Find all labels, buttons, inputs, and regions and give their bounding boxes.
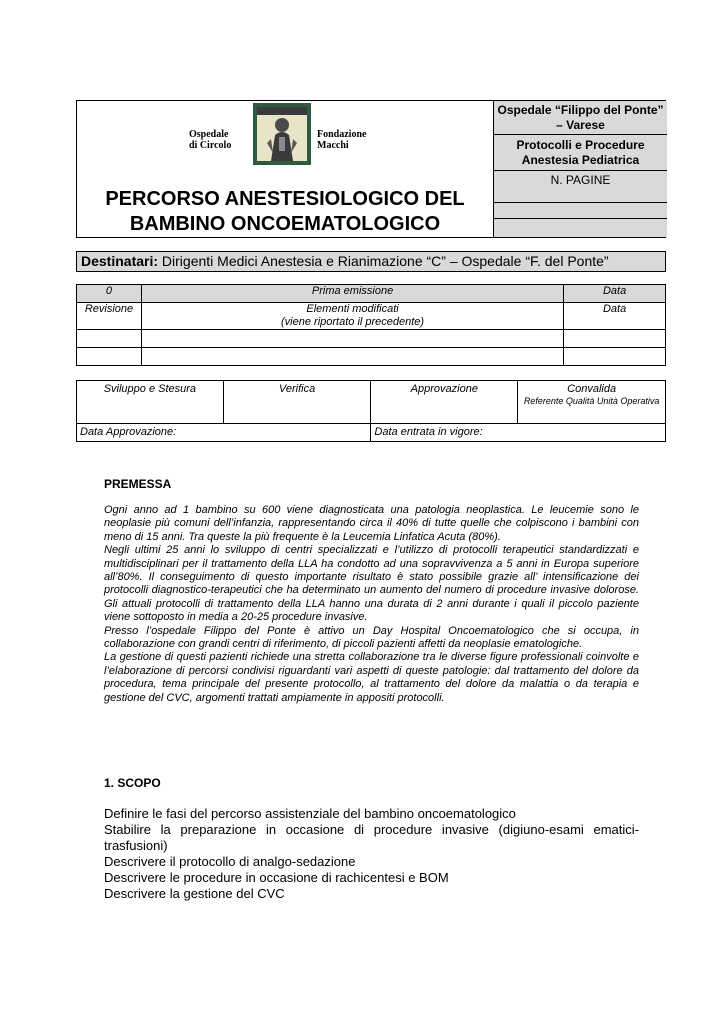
list-item: Stabilire la preparazione in occasione di procedure invasive (digiuno-esami ematici-trasfusioni) bbox=[104, 822, 639, 853]
header-empty-cell-2 bbox=[494, 219, 667, 237]
table-row bbox=[77, 348, 666, 366]
destinatari-text: Dirigenti Medici Anestesia e Rianimazione “C” – Ospedale “F. del Ponte” bbox=[161, 253, 609, 269]
list-item: Descrivere la gestione del CVC bbox=[104, 886, 285, 901]
date-column-header: Data bbox=[564, 303, 666, 330]
logo-text-ospedale: Ospedale di Circolo bbox=[189, 129, 232, 151]
destinatari-label: Destinatari: bbox=[81, 253, 159, 269]
revision-number: 0 bbox=[77, 285, 142, 303]
revision-column-header: Revisione bbox=[77, 303, 142, 330]
document-title: PERCORSO ANESTESIOLOGICO DEL BAMBINO ONCOEMATOLOGICO bbox=[105, 188, 465, 235]
verifica-cell: Verifica bbox=[223, 381, 371, 424]
pages-label: N. PAGINE bbox=[494, 171, 667, 203]
list-item: Descrivere il protocollo di analgo-sedazione bbox=[104, 854, 356, 869]
table-row bbox=[77, 330, 666, 348]
hospital-logo-emblem bbox=[253, 103, 311, 165]
table-row bbox=[77, 381, 666, 424]
logo-text-fondazione: Fondazione Macchi bbox=[317, 129, 367, 151]
logo-area bbox=[77, 101, 493, 181]
premessa-paragraph: Ogni anno ad 1 bambino su 600 viene diagnosticata una patologia neoplastica. Le leucemie sono le neoplasie più comuni dell’infanzia, rappresentando circa il 40% di tutte quelle che colpiscono i bambini con meno di 15 anni. Tra queste la più frequente è la Leucemia Linfatica Acuta (80%). bbox=[104, 504, 639, 543]
table-row bbox=[77, 285, 666, 303]
revision-date: Data bbox=[564, 285, 666, 303]
table-row bbox=[77, 303, 666, 330]
approvazione-cell: Approvazione bbox=[371, 381, 518, 424]
header-empty-cell-1 bbox=[494, 203, 667, 219]
premessa-heading: PREMESSA bbox=[104, 477, 172, 491]
convalida-cell: Convalida Referente Qualità Unità Operativa bbox=[518, 381, 666, 424]
list-item: Descrivere le procedure in occasione di rachicentesi e BOM bbox=[104, 870, 449, 885]
data-approvazione-cell: Data Approvazione: bbox=[77, 424, 371, 442]
scopo-list bbox=[104, 806, 639, 902]
header-info-column bbox=[493, 101, 666, 237]
document-header bbox=[76, 100, 666, 238]
revision-table bbox=[76, 284, 666, 366]
premessa-body bbox=[104, 504, 639, 705]
data-vigore-cell: Data entrata in vigore: bbox=[371, 424, 666, 442]
premessa-paragraph: La gestione di questi pazienti richiede una stretta collaborazione tra le diverse figure professionali coinvolte e l’elaborazione di percorsi condivisi riguardanti vari aspetti di queste patologie: dal trattamento del dolore da procedura, tema principale del presente protocollo, al trattamento del dolore da malattia o da terapia e gestione del CVC, argomenti trattati ampiamente in appositi protocolli. bbox=[104, 651, 639, 704]
scopo-heading: 1. SCOPO bbox=[104, 776, 161, 790]
revision-description: Prima emissione bbox=[141, 285, 563, 303]
modified-elements-header: Elementi modificati (viene riportato il precedente) bbox=[141, 303, 563, 330]
premessa-paragraph: Presso l’ospedale Filippo del Ponte è attivo un Day Hospital Oncoematologico che si occupa, in collaborazione con grandi centri di riferimento, di piccoli pazienti affetti da neoplasie ematologiche. bbox=[104, 624, 639, 651]
premessa-paragraph: Negli ultimi 25 anni lo sviluppo di centri specializzati e l’utilizzo di protocolli terapeutici standardizzati e multidisciplinari per il trattamento della LLA ha condotto ad una sopravvivenza a 5 anni in Europa superiore all’80%. Il conseguimento di questo importante risultato è stato possibile grazie all’ intensificazione dei protocolli diagnostico-terapeutici che ha determinato un aumento del numero di procedure invasive dolorose. Gli attuali protocolli di trattamento della LLA hanno una durata di 2 anni durante i quali il piccolo paziente viene sottoposto in media a 20-25 procedure invasive. bbox=[104, 544, 639, 624]
sviluppo-cell: Sviluppo e Stesura bbox=[77, 381, 224, 424]
section-name: Protocolli e Procedure Anestesia Pediatrica bbox=[494, 135, 667, 171]
approval-table bbox=[76, 380, 666, 442]
table-row bbox=[77, 424, 666, 442]
list-item: Definire le fasi del percorso assistenziale del bambino oncoematologico bbox=[104, 806, 516, 821]
hospital-name: Ospedale “Filippo del Ponte” – Varese bbox=[494, 101, 667, 135]
destinatari-bar bbox=[76, 251, 666, 272]
